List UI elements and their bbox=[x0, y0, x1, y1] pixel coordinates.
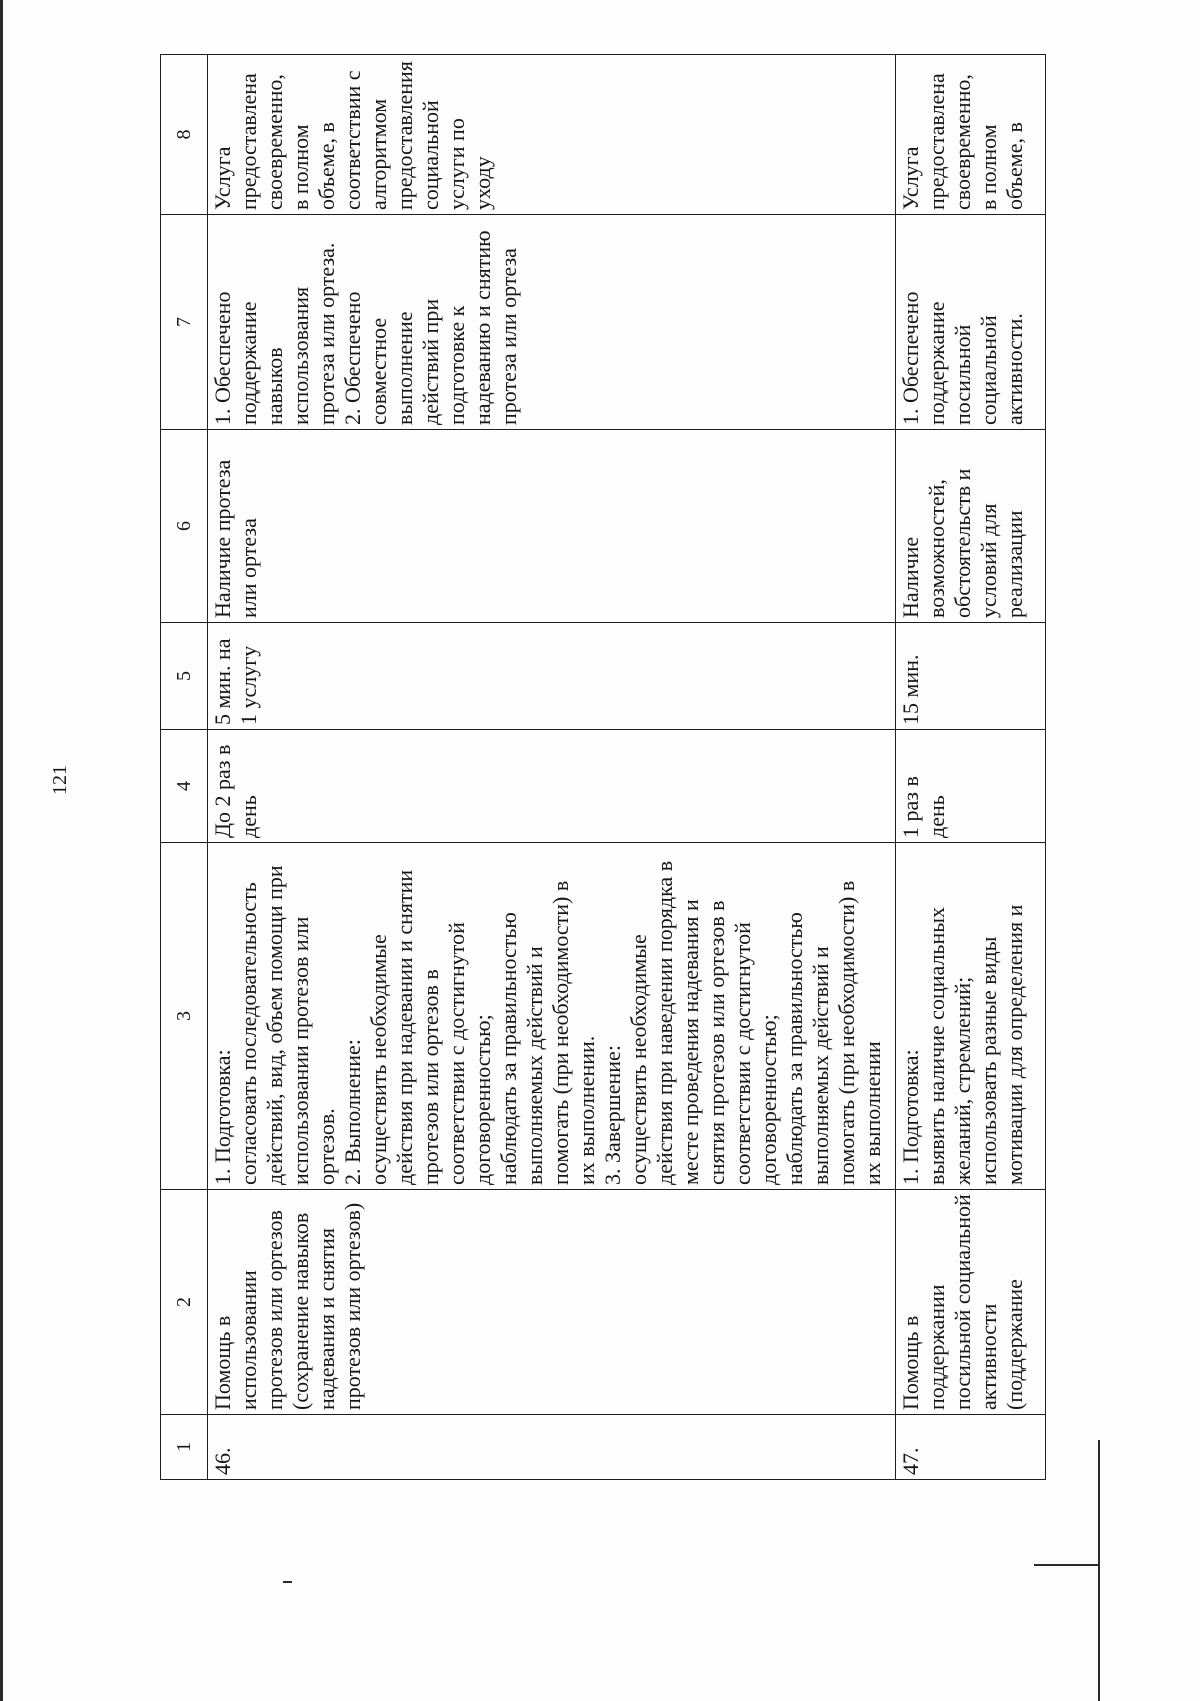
column-number: 2 bbox=[161, 1190, 208, 1415]
service-name-cell: Помощь в использовании протезов или ортезов (сохранение навыков надевания и снятия протезов или ортезов) bbox=[208, 1190, 896, 1415]
quality-assessment-cell: Услуга предоставлена своевременно, в полном объеме, в соответствии с алгоритмом предоставления социальной услуги по уходу bbox=[208, 55, 896, 215]
column-number: 6 bbox=[161, 430, 208, 623]
column-number: 4 bbox=[161, 730, 208, 843]
frequency-cell: 1 раз в день bbox=[896, 730, 1046, 843]
service-name-cell: Помощь в поддержании посильной социальной активности (поддержание bbox=[896, 1190, 1046, 1415]
column-number: 8 bbox=[161, 55, 208, 215]
duration-cell: 15 мин. bbox=[896, 623, 1046, 730]
column-number-row bbox=[161, 55, 208, 1480]
conditions-cell: Наличие возможностей, обстоятельств и условий для реализации bbox=[896, 430, 1046, 623]
column-number: 5 bbox=[161, 623, 208, 730]
duration-cell: 5 мин. на 1 услугу bbox=[208, 623, 896, 730]
column-number: 1 bbox=[161, 1415, 208, 1480]
service-content-cell: 1. Подготовка: согласовать последовательность действий, вид, объем помощи при использовании протезов или ортезов. 2. Выполнение: осуществить необходимые действия при надевании и снятии протезов или ортезов в соответствии с достигнутой договоренностью; наблюдать за правильностью выполняемых действий и помогать (при необходимости) в их выполнении. 3. Завершение: осуществить необходимые действия при наведении порядка в месте проведения надевания и снятия протезов или ортезов в соответствии с достигнутой договоренностью; наблюдать за правильностью выполняемых действий и помогать (при необходимости) в их выполнении bbox=[208, 843, 896, 1190]
frequency-cell: До 2 раз в день bbox=[208, 730, 896, 843]
quality-assessment-cell: Услуга предоставлена своевременно, в полном объеме, в bbox=[896, 55, 1046, 215]
table-row bbox=[896, 55, 1046, 1480]
service-content-cell: 1. Подготовка: выявить наличие социальных желаний, стремлений; использовать разные виды мотивации для определения и bbox=[896, 843, 1046, 1190]
table-row bbox=[208, 55, 896, 1480]
column-number: 3 bbox=[161, 843, 208, 1190]
result-indicators-cell: 1. Обеспечено поддержание навыков использования протеза или ортеза. 2. Обеспечено совместное выполнение действий при подготовке к надеванию и снятию протеза или ортеза bbox=[208, 215, 896, 430]
services-table bbox=[160, 54, 1046, 1480]
page-number: 121 bbox=[49, 765, 71, 795]
result-indicators-cell: 1. Обеспечено поддержание посильной социальной активности. bbox=[896, 215, 1046, 430]
row-number-cell: 47. bbox=[896, 1415, 1046, 1480]
row-number-cell: 46. bbox=[208, 1415, 896, 1480]
column-number: 7 bbox=[161, 215, 208, 430]
conditions-cell: Наличие протеза или ортеза bbox=[208, 430, 896, 623]
